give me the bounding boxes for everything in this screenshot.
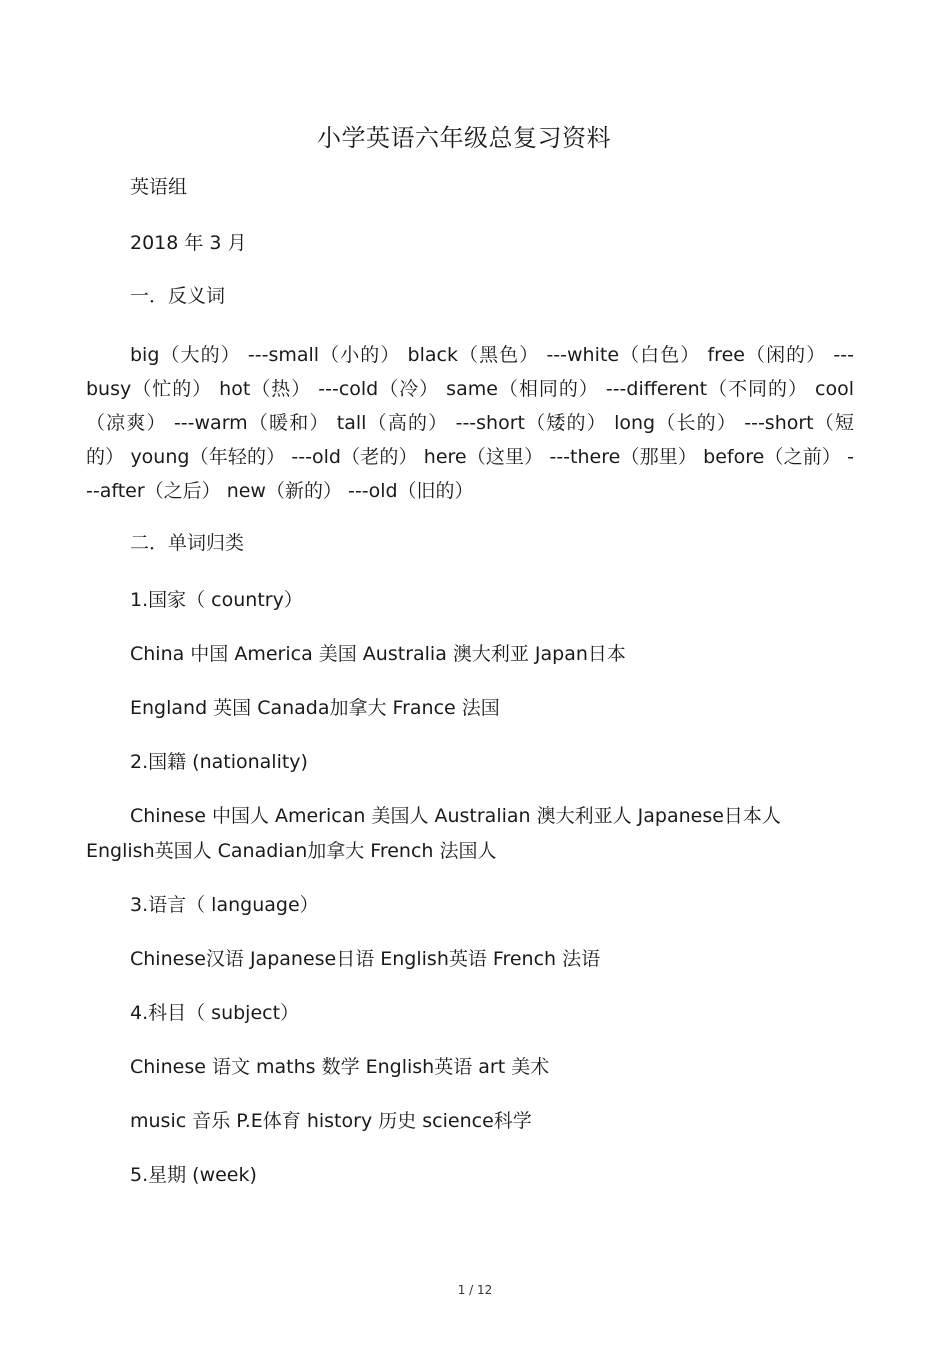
country-list-line: England 英国 Canada加拿大 France 法国 [130,697,500,719]
nationality-list-line: English英国人 Canadian加拿大 French 法国人 [86,840,497,862]
subject-list-line: music 音乐 P.E体育 history 历史 science科学 [130,1110,532,1132]
category-heading-week: 5.星期 (week) [130,1164,257,1186]
section-heading-word-categories: 二．单词归类 [130,532,245,554]
nationality-list-line: Chinese 中国人 American 美国人 Australian 澳大利亚人 Japanese日本人 [130,805,781,827]
page-number-indicator: 1 / 12 [457,1283,493,1297]
antonyms-paragraph: big（大的） ---small（小的） black（黑色） ---white（白色） free（闲的） ---busy（忙的） hot（热） ---cold（冷） same（相同的） ---different（不同的） cool（凉爽） ---warm（暖和） tall（高的） ---short（矮的） long（长的） ---short（短的） young（年轻的） ---old（老的） here（这里） ---there（那里） before（之前） ---after（之后） new（新的） ---old（旧的） [86,344,854,502]
category-heading-subject: 4.科目（ subject） [130,1002,300,1024]
section-heading-antonyms: 一．反义词 [130,285,226,307]
category-heading-country: 1.国家（ country） [130,589,303,611]
subject-list-line: Chinese 语文 maths 数学 English英语 art 美术 [130,1056,550,1078]
language-list-line: Chinese汉语 Japanese日语 English英语 French 法语 [130,948,601,970]
author-group: 英语组 [130,176,188,198]
country-list-line: China 中国 America 美国 Australia 澳大利亚 Japan日本 [130,643,626,665]
category-heading-nationality: 2.国籍 (nationality) [130,751,308,773]
page-title: 小学英语六年级总复习资料 [317,124,611,152]
document-date: 2018 年 3 月 [130,232,247,254]
category-heading-language: 3.语言（ language） [130,894,319,916]
